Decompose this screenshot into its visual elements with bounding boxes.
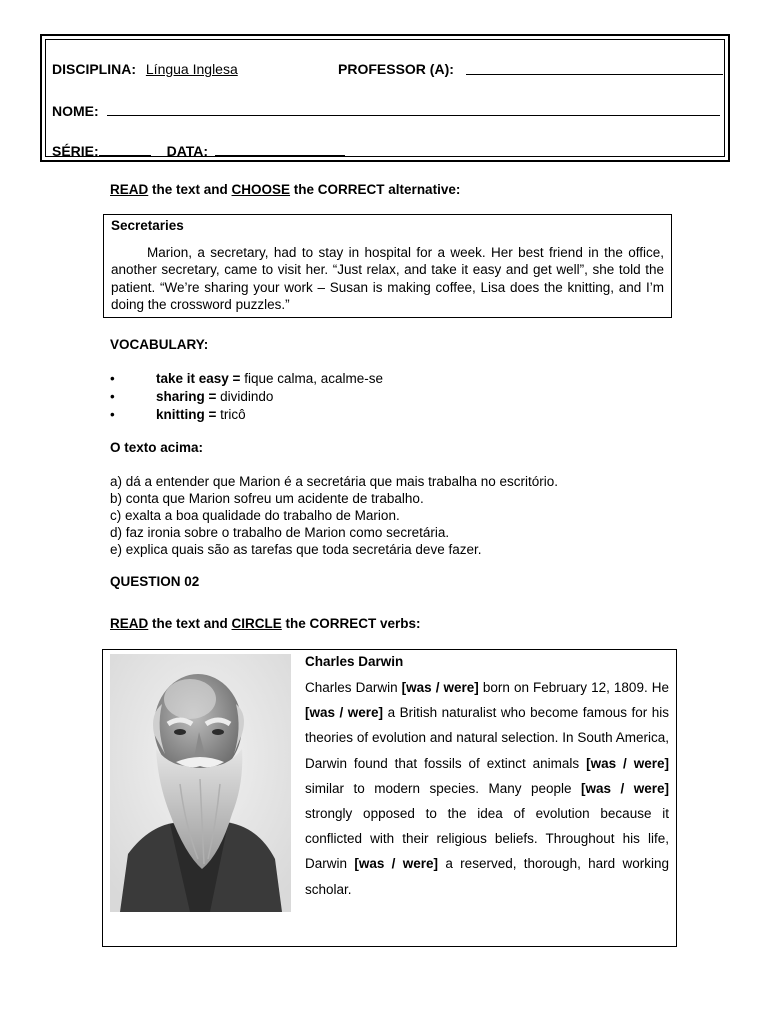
read-keyword: READ [110,182,149,197]
data-label: DATA: [166,143,209,159]
answer-options [110,473,558,558]
vocab-item [110,388,383,406]
option-a[interactable]: a) dá a entender que Marion é a secretária que mais trabalha no escritório. [110,474,559,489]
bullet-icon: • [110,371,115,386]
data-field[interactable] [215,142,345,156]
passage-text: a British naturalist who become famous for his theories of evolution and natural selection. In South America, Darwin found that fossils of extinct animals [305,705,670,771]
header-box [40,34,730,162]
vocab-term: knitting = [156,407,217,422]
bullet-icon: • [110,389,115,404]
vocabulary-list [110,370,383,424]
professor-field[interactable] [466,61,723,75]
circle-keyword: CIRCLE [231,616,282,631]
nome-label: NOME: [52,103,99,119]
vocab-term: sharing = [156,389,217,404]
vocab-item [110,370,383,388]
secretaries-textbox [103,214,672,318]
vocab-item [110,406,383,424]
vocab-meaning: tricô [216,407,246,422]
header-inner-frame [45,39,725,157]
disciplina-row [52,61,454,77]
verb-choice-3[interactable]: [was / were] [586,755,669,771]
vocabulary-label: VOCABULARY: [110,337,209,352]
serie-field[interactable] [99,142,151,156]
question-02-heading: QUESTION 02 [110,574,200,589]
passage-text: similar to modern species. Many people [305,780,582,796]
read-keyword: READ [110,616,149,631]
instr-text: the text and [148,182,232,197]
verb-choice-4[interactable]: [was / were] [581,780,670,796]
passage-text: Charles Darwin [305,680,402,695]
option-b[interactable]: b) conta que Marion sofreu um acidente de trabalho. [110,491,424,506]
q2-instruction [110,616,421,631]
option-e[interactable]: e) explica quais são as tarefas que toda secretária deve fazer. [110,542,482,557]
charles-darwin-portrait [110,654,291,912]
darwin-box [102,649,677,947]
verb-choice-1[interactable]: [was / were] [401,680,479,695]
disciplina-label: DISCIPLINA: [52,61,136,77]
verb-choice-5[interactable]: [was / were] [354,856,439,872]
darwin-title: Charles Darwin [305,654,404,669]
vocab-meaning: fique calma, acalme-se [240,371,383,386]
instr-text: the text and [148,616,232,631]
nome-row [52,102,720,119]
disciplina-value: Língua Inglesa [145,61,238,77]
vocab-term: take it easy = [156,371,241,386]
instr-text-end: the CORRECT alternative: [290,182,461,197]
serie-row [52,142,345,159]
passage-text: a reserved, thorough, hard working scholar. [305,856,670,897]
choose-keyword: CHOOSE [231,182,291,197]
vocab-meaning: dividindo [216,389,274,404]
nome-field[interactable] [107,102,720,116]
bullet-icon: • [110,407,115,422]
text-title: Secretaries [111,218,184,233]
text-body: Marion, a secretary, had to stay in hospital for a week. Her best friend in the office, another secretary, came to visit her. “Just relax, and take it easy and get well”, she told the patient. “We’re sharing your work – Susan is making coffee, Lisa does the knitting, and I’m doing the crossword puzzles.” [111,244,664,312]
q1-instruction [110,182,460,197]
verb-choice-2[interactable]: [was / were] [305,705,384,721]
passage-text: strongly opposed to the idea of evolution because it conflicted with their religious beliefs. Throughout his life, Darwin [305,806,669,872]
option-c[interactable]: c) exalta a boa qualidade do trabalho de Marion. [110,508,400,523]
darwin-passage [305,652,669,902]
serie-label: SÉRIE: [52,143,99,159]
option-d[interactable]: d) faz ironia sobre o trabalho de Marion como secretária. [110,525,450,540]
professor-label: PROFESSOR (A): [338,61,454,77]
passage-text: born on February 12, 1809. He [478,680,670,695]
question-prompt: O texto acima: [110,440,204,455]
instr-text-end: the CORRECT verbs: [281,616,421,631]
